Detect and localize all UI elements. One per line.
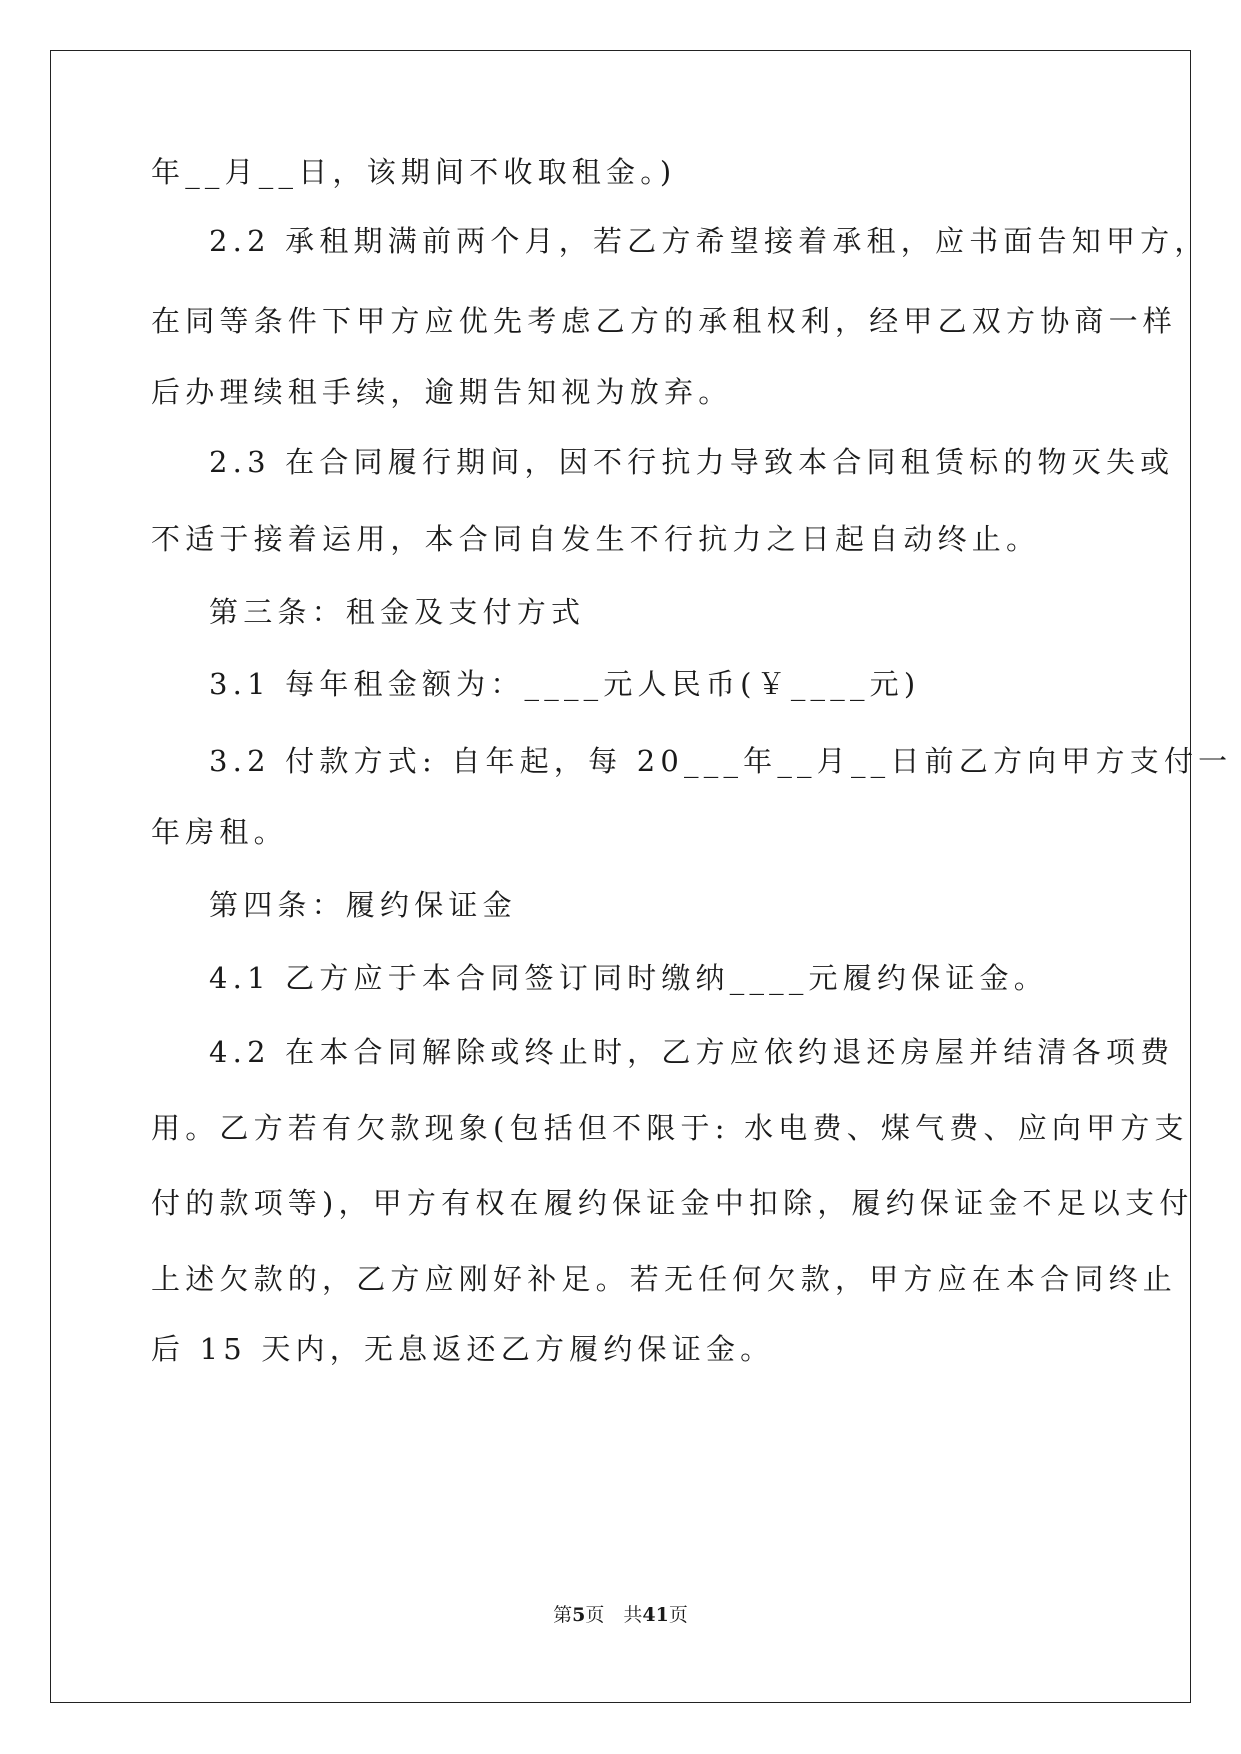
text-line: 上述欠款的，乙方应刚好补足。若无任何欠款，甲方应在本合同终止 [151, 1262, 1178, 1296]
text-line: 4.1 乙方应于本合同签订同时缴纳____元履约保证金。 [209, 961, 1048, 995]
text-line: 用。乙方若有欠款现象(包括但不限于: 水电费、煤气费、应向甲方支 [151, 1111, 1189, 1145]
text-line: 年__月__日，该期间不收取租金。) [151, 155, 677, 189]
page-suffix: 页 [668, 1604, 688, 1626]
text-line: 付的款项等)，甲方有权在履约保证金中扣除，履约保证金不足以支付 [151, 1186, 1194, 1220]
section-heading: 第四条：履约保证金 [209, 888, 517, 922]
total-page-number: 41 [642, 1604, 669, 1626]
text-line: 3.1 每年租金额为：____元人民币(￥____元) [209, 667, 921, 701]
text-line: 4.2 在本合同解除或终止时，乙方应依约退还房屋并结清各项费 [209, 1035, 1175, 1069]
page-number-footer [0, 1603, 1241, 1627]
page-mid: 页 共 [585, 1604, 643, 1626]
text-line: 在同等条件下甲方应优先考虑乙方的承租权利，经甲乙双方协商一样 [151, 304, 1178, 338]
text-line: 后 15 天内，无息返还乙方履约保证金。 [151, 1332, 775, 1366]
text-line: 2.2 承租期满前两个月，若乙方希望接着承租，应书面告知甲方， [209, 224, 1209, 258]
current-page-number: 5 [572, 1604, 586, 1626]
text-line: 3.2 付款方式: 自年起，每 20___年__月__日前乙方向甲方支付一 [209, 744, 1233, 778]
page-prefix: 第 [553, 1604, 573, 1626]
page-border [50, 50, 1191, 1703]
text-line: 后办理续租手续，逾期告知视为放弃。 [151, 375, 733, 409]
text-line: 2.3 在合同履行期间，因不行抗力导致本合同租赁标的物灭失或 [209, 445, 1175, 479]
section-heading: 第三条：租金及支付方式 [209, 595, 586, 629]
text-line: 年房租。 [151, 815, 288, 849]
text-line: 不适于接着运用，本合同自发生不行抗力之日起自动终止。 [151, 522, 1041, 556]
